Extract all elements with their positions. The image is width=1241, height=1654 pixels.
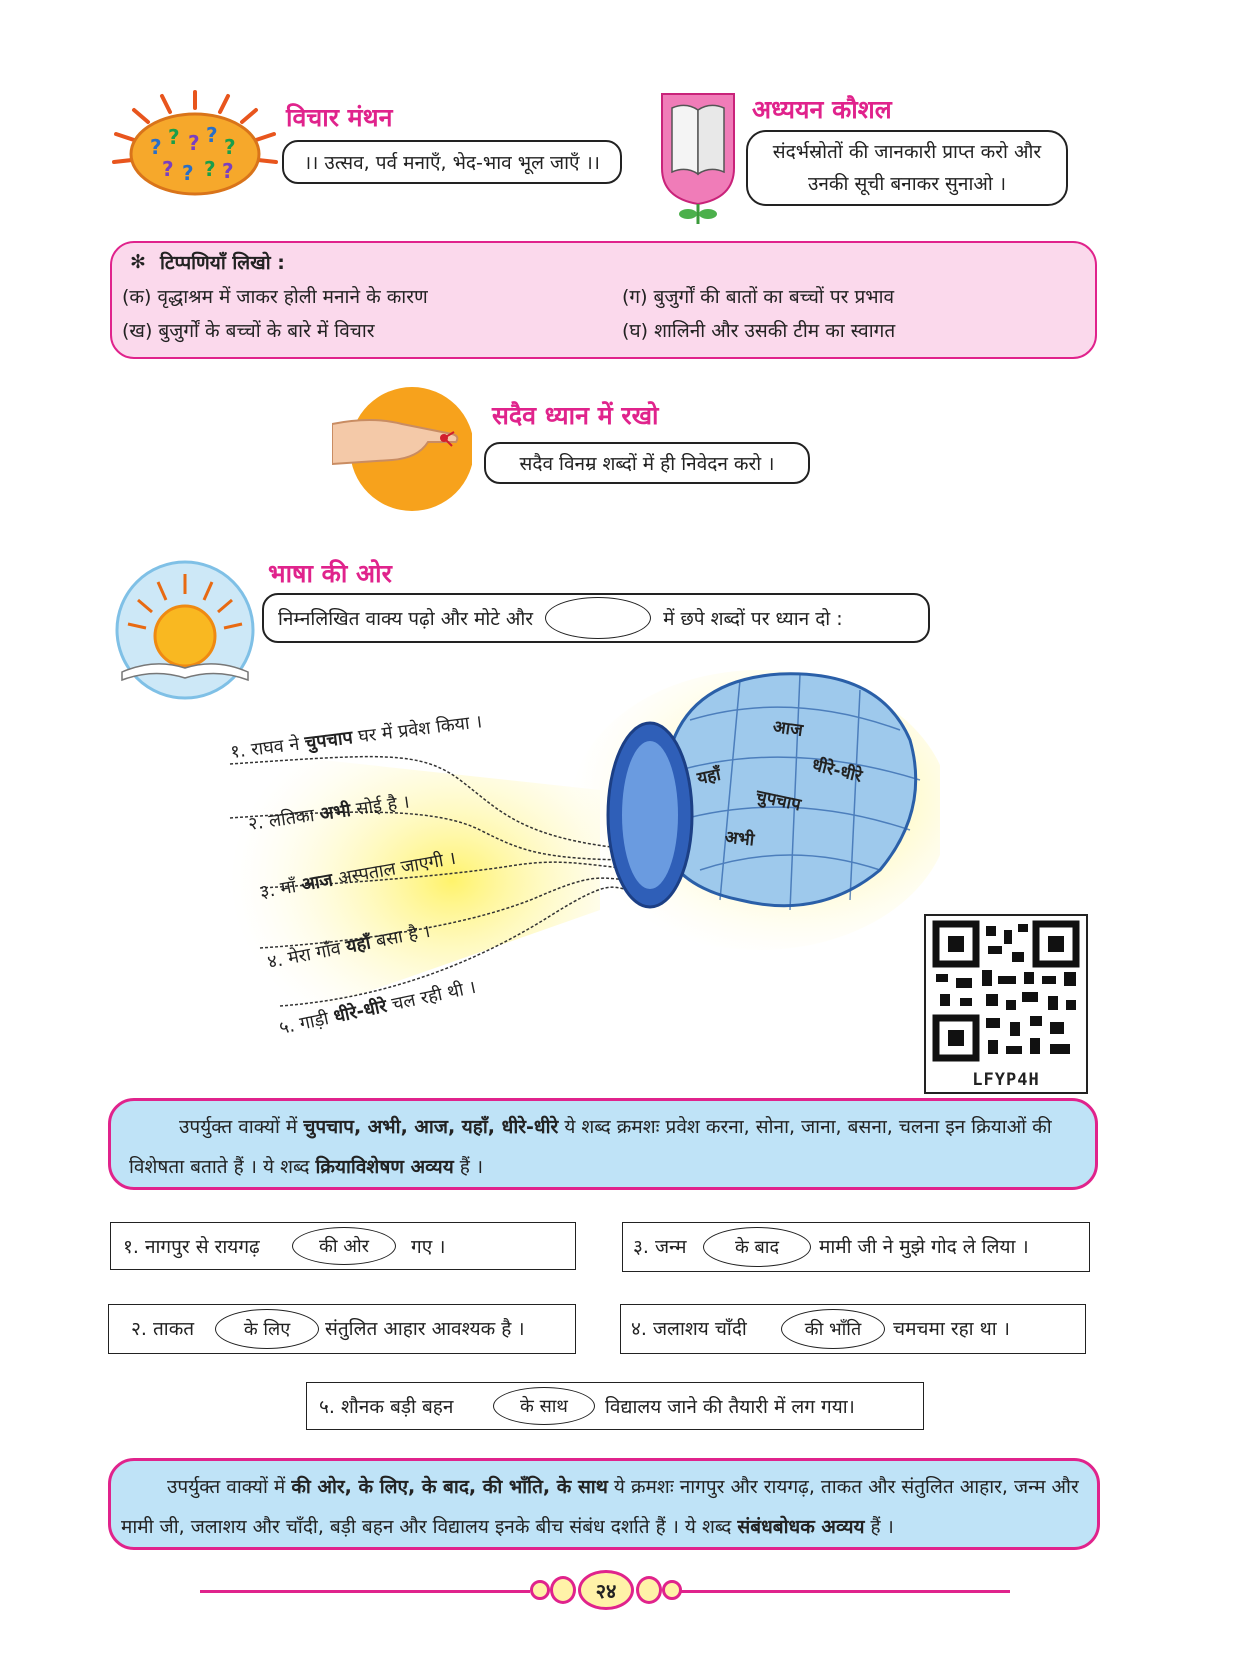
pot-word: धीरे-धीरे [809, 755, 864, 787]
footer-circle [550, 1576, 576, 1604]
svg-text:?: ? [182, 161, 194, 185]
pot-word: अभी [723, 827, 756, 851]
page-footer [200, 1570, 1010, 1614]
qr-code-label: LFYP4H [972, 1070, 1040, 1090]
svg-text:?: ? [188, 131, 200, 155]
sambandh-oval: के बाद [703, 1227, 811, 1267]
bhasha-instruction-after: में छपे शब्दों पर ध्यान दो : [663, 608, 843, 630]
sambandh-sentence-box: २. ताकत के लिए संतुलित आहार आवश्यक है । [108, 1304, 576, 1354]
footer-circle [636, 1576, 662, 1604]
page-number-badge [578, 1570, 634, 1610]
bhasha-instruction-box [262, 593, 930, 643]
vichar-title: विचार मंथन [286, 103, 393, 132]
pot-word: आज [771, 716, 805, 741]
tippani-item-ga: (ग) बुजुर्गों की बातों का बच्चों पर प्रभाव [622, 286, 895, 308]
footer-circle [530, 1580, 550, 1600]
sambandh-oval: के साथ [493, 1387, 595, 1425]
sadaiv-title: सदैव ध्यान में रखो [492, 401, 659, 430]
page-number: २४ [595, 1578, 617, 1603]
book-flower-icon [658, 88, 738, 228]
bhasha-instruction-before: निम्नलिखित वाक्य पढ़ो और मोटे और [278, 608, 534, 630]
pot-sentence: ४. मेरा गाँव यहाँ बसा है । [265, 920, 433, 974]
sambandh-oval: की ओर [292, 1227, 396, 1265]
bhasha-title: भाषा की ओर [268, 559, 392, 588]
sambandh-sentence-box: ३. जन्म के बाद मामी जी ने मुझे गोद ले लिया । [622, 1222, 1090, 1272]
adhyayan-line-2: उनकी सूची बनाकर सुनाओ । [807, 173, 1007, 195]
sambandh-oval: के लिए [215, 1309, 319, 1349]
svg-text:?: ? [168, 125, 180, 149]
vichar-text-box [282, 140, 622, 184]
svg-text:?: ? [162, 157, 174, 181]
tippani-item-ka: (क) वृद्धाश्रम में जाकर होली मनाने के कारण [122, 286, 428, 308]
pot-sentence: ५. गाड़ी धीरे-धीरे चल रही थी । [277, 976, 478, 1040]
tippani-item-gha: (घ) शालिनी और उसकी टीम का स्वागत [622, 320, 896, 342]
tippani-heading: टिप्पणियाँ लिखो : [160, 252, 285, 274]
sambandh-sentence-box: १. नागपुर से रायगढ़ की ओर गए । [110, 1222, 576, 1270]
brain-illustration [110, 88, 280, 198]
pot-word: चुपचाप [754, 786, 803, 816]
finger-thread-illustration [332, 384, 472, 514]
sambandh-oval: की भाँति [781, 1309, 885, 1349]
footer-circle [662, 1580, 682, 1600]
sambandhbodhak-info-box: उपर्युक्त वाक्यों में की ओर, के लिए, के बाद, की भाँति, के साथ ये क्रमशः नागपुर और रायगढ़, ताकत और संतुलित आहार, जन्म और मामी जी, जलाशय और चाँदी, बड़ी बहन और विद्यालय इनके बीच संबंध दर्शाते हैं । ये शब्द संबंधबोधक अव्यय हैं । [108, 1458, 1100, 1550]
svg-text:?: ? [206, 123, 218, 147]
vichar-text: ।। उत्सव, पर्व मनाएँ, भेद-भाव भूल जाएँ ।। [303, 152, 600, 174]
adhyayan-line-1: संदर्भस्रोतों की जानकारी प्राप्त करो और [772, 141, 1042, 163]
sambandh-sentence-box: ४. जलाशय चाँदी की भाँति चमचमा रहा था । [620, 1304, 1086, 1354]
svg-text:?: ? [150, 135, 162, 159]
pot-sentence: ३. माँ आज अस्पताल जाएगी । [258, 847, 458, 904]
asterisk-icon: ✻ [130, 251, 146, 273]
footer-rule-left [200, 1590, 530, 1593]
tippani-box [110, 241, 1097, 359]
svg-text:?: ? [222, 159, 234, 183]
kriyavisheshan-info-box: उपर्युक्त वाक्यों में चुपचाप, अभी, आज, यहाँ, धीरे-धीरे ये शब्द क्रमशः प्रवेश करना, सोना, जाना, बसना, चलना इन क्रियाओं की विशेषता बताते हैं । ये शब्द क्रियाविशेषण अव्यय हैं । [108, 1098, 1098, 1190]
qr-code[interactable] [924, 914, 1088, 1094]
pot-sentence: १. राघव ने चुपचाप घर में प्रवेश किया । [229, 711, 484, 764]
sadaiv-text-box [484, 442, 810, 484]
adhyayan-text-box [746, 130, 1068, 206]
footer-rule-right [680, 1590, 1010, 1593]
sadaiv-text: सदैव विनम्र शब्दों में ही निवेदन करो । [519, 453, 775, 475]
svg-text:?: ? [204, 157, 216, 181]
empty-oval-marker [545, 597, 651, 639]
adhyayan-title: अध्ययन कौशल [752, 95, 892, 124]
sambandh-sentence-box: ५. शौनक बड़ी बहन के साथ विद्यालय जाने की तैयारी में लग गया। [306, 1382, 924, 1430]
tippani-item-kha: (ख) बुजुर्गों के बच्चों के बारे में विचार [122, 320, 375, 342]
svg-text:?: ? [224, 135, 236, 159]
pot-sentence: २. लतिका अभी सोई है । [246, 791, 411, 836]
pot-word: यहाँ [695, 764, 723, 790]
